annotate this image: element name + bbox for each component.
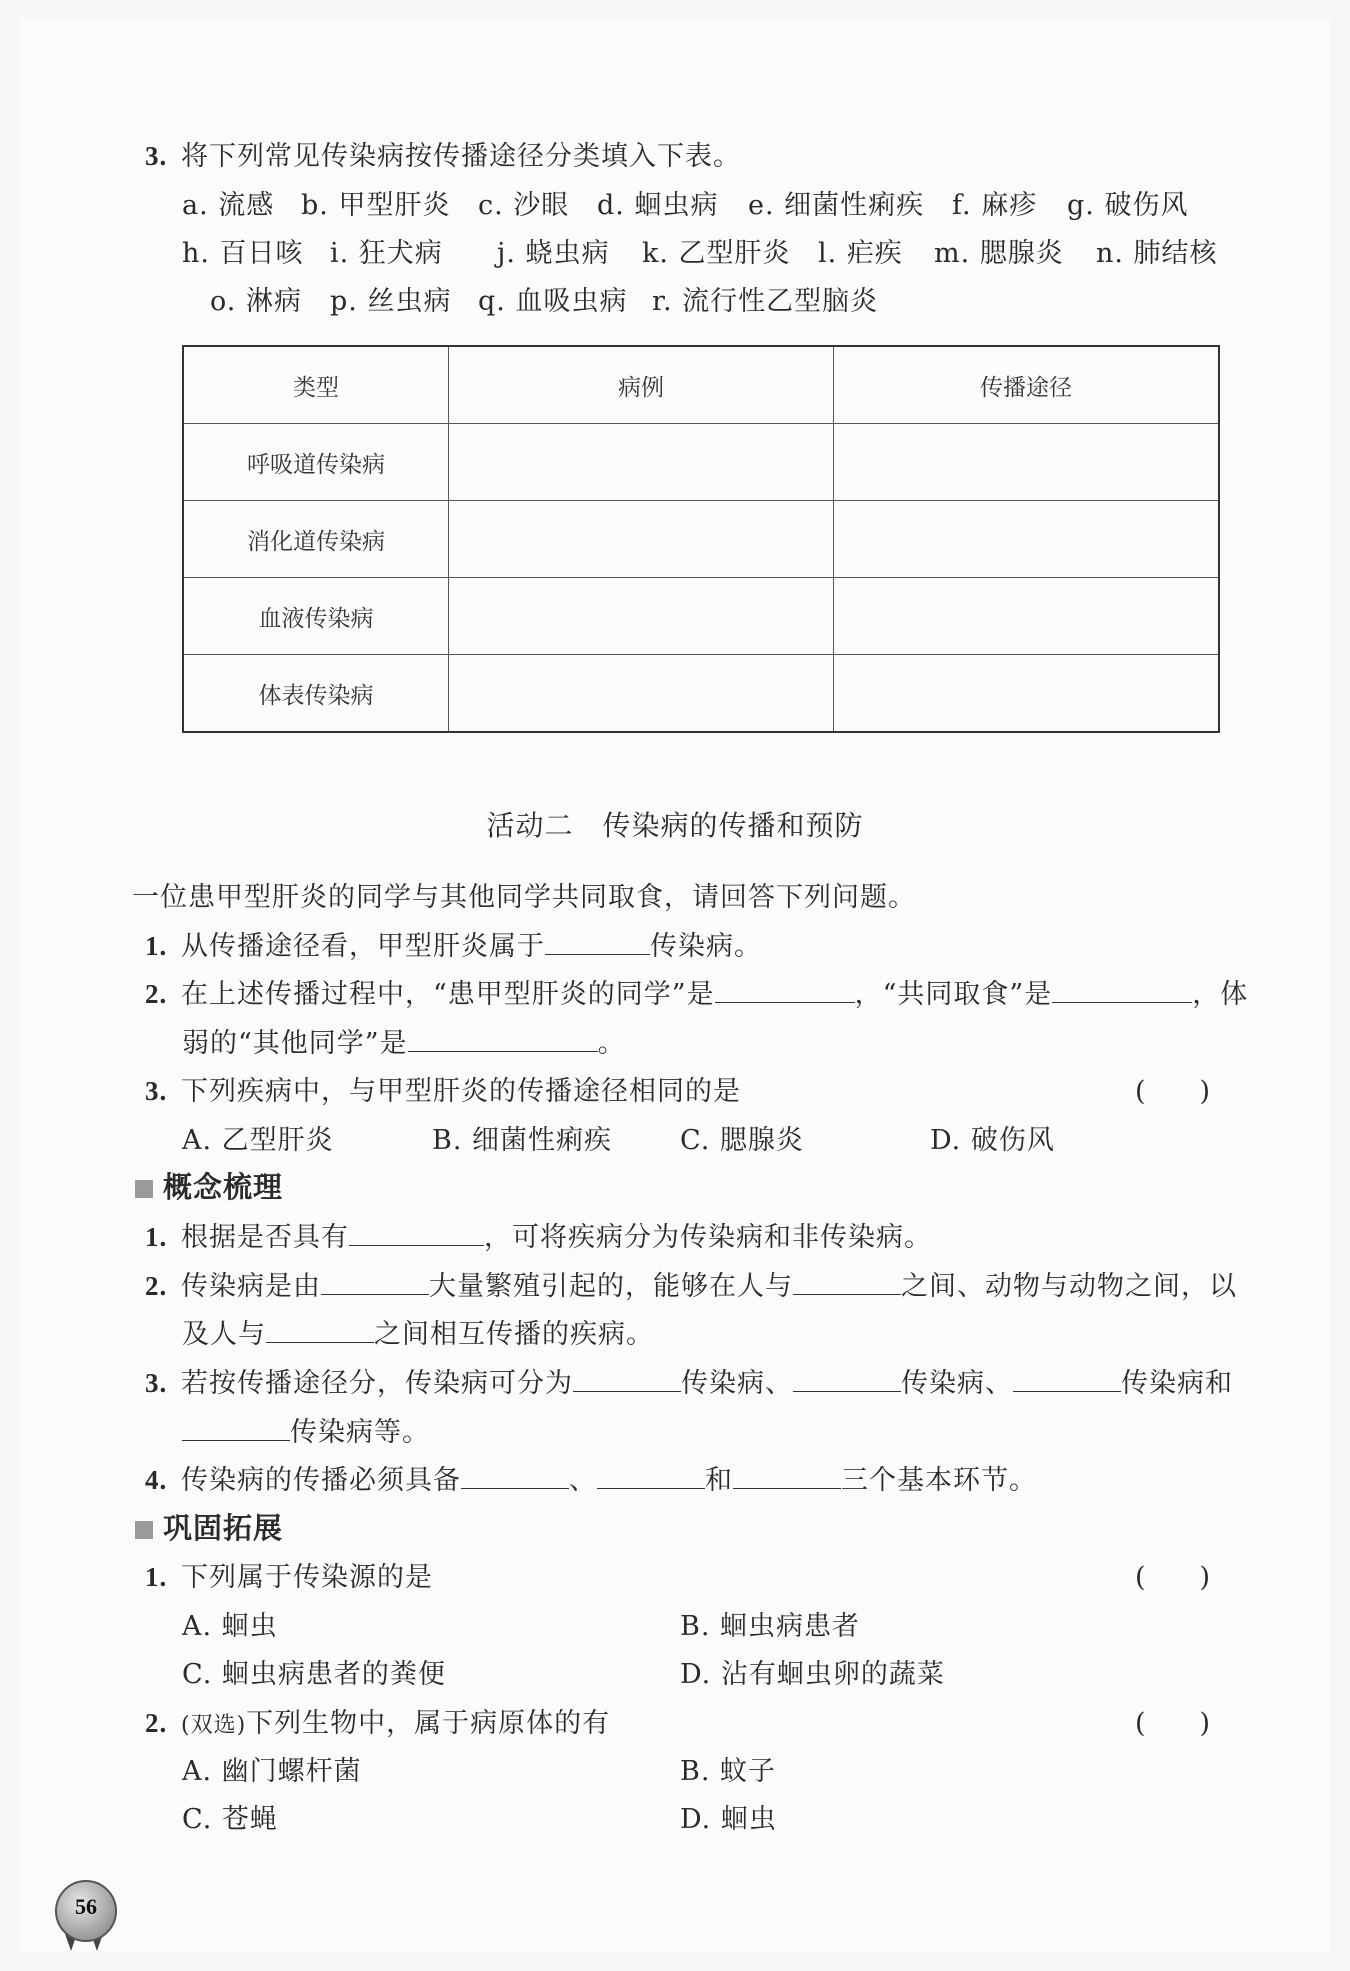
answer-parentheses[interactable]: ( ) [1135,1708,1211,1739]
question-text: 若按传播途径分，传染病可分为 [181,1368,573,1399]
answer-parentheses[interactable]: ( ) [1135,1076,1211,1107]
question-text: 、 [569,1465,597,1496]
section-title-text: 巩固拓展 [163,1511,284,1545]
answer-blank[interactable] [793,1365,901,1392]
answer-cell[interactable] [834,424,1220,501]
question-text: 大量繁殖引起的，能够在人与 [429,1271,793,1302]
answer-blank[interactable] [733,1462,841,1489]
question-number: 2. [145,979,168,1009]
answer-blank[interactable] [597,1462,705,1489]
disease-option: q. 血吸虫病 [478,286,628,317]
question-text: ，“共同取食”是 [854,979,1053,1010]
answer-cell[interactable] [834,501,1220,578]
question-text: 传染病和 [1121,1368,1233,1399]
question-number: 2. [145,1708,168,1738]
choice-option[interactable]: A. 乙型肝炎 [182,1125,334,1156]
question-text: 传染病。 [650,931,762,962]
disease-option: j. 蛲虫病 [497,238,610,269]
disease-option: r. 流行性乙型脑炎 [652,286,879,317]
question-text: 传染病的传播必须具备 [181,1465,461,1496]
question-number: 2. [145,1271,168,1301]
table-header: 类型 [183,346,449,424]
disease-option: k. 乙型肝炎 [642,238,791,269]
activity-question-1 [145,924,762,963]
answer-cell[interactable] [449,424,834,501]
consolidate-question-1 [145,1555,433,1594]
disease-option: b. 甲型肝炎 [301,190,451,221]
question-text: 和 [705,1465,733,1496]
answer-blank[interactable] [182,1414,290,1441]
question-text: ，可将疾病分为传染病和非传染病。 [484,1222,932,1253]
row-label: 体表传染病 [183,655,449,733]
question-text: 将下列常见传染病按传播途径分类填入下表。 [181,141,741,172]
choice-option[interactable]: C. 蛔虫病患者的粪便 [182,1659,446,1690]
table-row [183,655,1219,733]
classification-table [182,345,1220,733]
question-number: 3. [145,141,168,171]
answer-blank[interactable] [321,1268,429,1295]
answer-cell[interactable] [449,578,834,655]
choice-option[interactable]: C. 腮腺炎 [680,1125,804,1156]
section-title-text: 概念梳理 [163,1170,284,1204]
activity-question-3 [145,1069,741,1108]
activity-intro: 一位患甲型肝炎的同学与其他同学共同取食，请回答下列问题。 [132,882,916,913]
answer-blank[interactable] [573,1365,681,1392]
question-text: 下列疾病中，与甲型肝炎的传播途径相同的是 [181,1076,741,1107]
choice-option[interactable]: D. 沾有蛔虫卵的蔬菜 [680,1659,945,1690]
disease-option: i. 狂犬病 [330,238,443,269]
answer-cell[interactable] [449,655,834,733]
question-text: 之间、动物与动物之间，以 [901,1271,1237,1302]
question-text: 传染病等。 [290,1417,430,1448]
disease-option: o. 淋病 [210,286,302,317]
question-number: 1. [145,1562,168,1592]
row-label: 消化道传染病 [183,501,449,578]
consolidate-question-2 [145,1701,610,1740]
question-number: 1. [145,1222,168,1252]
page-number-badge [55,1880,117,1942]
disease-option: d. 蛔虫病 [597,190,719,221]
page-number: 56 [75,1894,97,1919]
disease-option: n. 肺结核 [1096,238,1218,269]
question-text: 。 [597,1028,626,1059]
activity-title: 活动二 传染病的传播和预防 [486,809,864,842]
question-text: 从传播途径看，甲型肝炎属于 [181,931,545,962]
choice-option[interactable]: B. 蛔虫病患者 [680,1611,861,1642]
choice-option[interactable]: D. 破伤风 [930,1125,1055,1156]
concept-question-4 [145,1458,1037,1497]
choice-option[interactable]: A. 蛔虫 [182,1611,278,1642]
question-tag: (双选) [181,1713,247,1738]
disease-option: h. 百日咳 [182,238,304,269]
question-3-top [145,134,741,173]
question-text: 传染病、 [901,1368,1013,1399]
table-row [183,501,1219,578]
row-label: 血液传染病 [183,578,449,655]
answer-parentheses[interactable]: ( ) [1135,1562,1211,1593]
question-text: 在上述传播过程中，“患甲型肝炎的同学”是 [181,979,715,1010]
section-marker-icon [135,1180,153,1198]
activity-question-2 [145,972,1248,1011]
table-header-row [183,346,1219,424]
section-title-consolidate [135,1506,283,1547]
choice-option[interactable]: B. 细菌性痢疾 [432,1125,613,1156]
question-text: 传染病是由 [181,1271,321,1302]
question-number: 3. [145,1368,168,1398]
question-number: 3. [145,1076,168,1106]
table-row [183,578,1219,655]
question-text: 之间相互传播的疾病。 [374,1319,654,1350]
question-text: 传染病、 [681,1368,793,1399]
answer-blank[interactable] [408,1025,598,1052]
disease-option: a. 流感 [182,190,275,221]
concept-question-1 [145,1215,932,1254]
question-text: 根据是否具有 [181,1222,349,1253]
answer-blank[interactable] [266,1316,374,1343]
answer-blank[interactable] [715,976,855,1003]
answer-blank[interactable] [349,1219,484,1246]
disease-option: m. 腮腺炎 [934,238,1064,269]
disease-option: l. 疟疾 [818,238,903,269]
question-text: 弱的“其他同学”是 [182,1028,408,1059]
disease-option: c. 沙眼 [478,190,570,221]
choice-option[interactable]: D. 蛔虫 [680,1804,777,1835]
answer-cell[interactable] [834,578,1220,655]
row-label: 呼吸道传染病 [183,424,449,501]
question-text: 三个基本环节。 [841,1465,1037,1496]
answer-blank[interactable] [545,928,650,955]
choice-option[interactable]: B. 蚊子 [680,1756,777,1787]
disease-option: f. 麻疹 [952,190,1038,221]
concept-question-2 [145,1264,1237,1303]
answer-cell[interactable] [834,655,1220,733]
question-text: 下列属于传染源的是 [181,1562,433,1593]
choice-option[interactable]: A. 幽门螺杆菌 [182,1756,362,1787]
question-text: ，体 [1192,979,1249,1010]
table-row [183,424,1219,501]
concept-question-3 [145,1361,1233,1400]
question-text: 及人与 [182,1319,266,1350]
section-title-concepts [135,1165,283,1206]
question-text: 下列生物中，属于病原体的有 [246,1708,611,1739]
answer-cell[interactable] [449,501,834,578]
table-header: 病例 [449,346,834,424]
disease-option: g. 破伤风 [1067,190,1189,221]
answer-blank[interactable] [793,1268,901,1295]
section-marker-icon [135,1521,153,1539]
concept-question-3-line2 [182,1410,430,1449]
answer-blank[interactable] [1013,1365,1121,1392]
choice-option[interactable]: C. 苍蝇 [182,1804,278,1835]
question-number: 4. [145,1465,168,1495]
answer-blank[interactable] [461,1462,569,1489]
disease-option: p. 丝虫病 [330,286,452,317]
answer-blank[interactable] [1052,976,1192,1003]
disease-option: e. 细菌性痢疾 [748,190,925,221]
activity-question-2-line2 [182,1021,626,1060]
question-number: 1. [145,931,168,961]
concept-question-2-line2 [182,1312,654,1351]
table-header: 传播途径 [834,346,1220,424]
